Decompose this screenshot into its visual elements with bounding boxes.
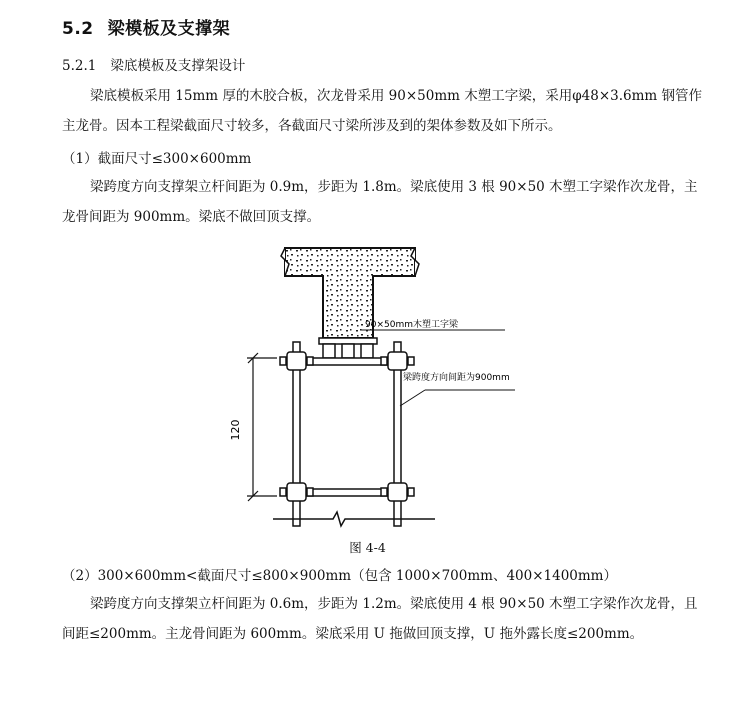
diagram-svg <box>215 238 515 528</box>
section-title: 梁模板及支撑架 <box>107 19 231 39</box>
secondary-joists <box>323 344 373 358</box>
section-number: 5.2 <box>62 19 94 39</box>
paragraph-case-2: 梁跨度方向支撑架立杆间距为 0.6m，步距为 1.2m。梁底使用 4 根 90×50 木塑工字梁作次龙骨，且间距≤200mm。主龙骨间距为 600mm。梁底采用 U 拖做回顶支撑，U 拖外露长度≤200mm。 <box>62 596 698 642</box>
support-frame-diagram <box>215 238 515 528</box>
paragraph-design: 梁底模板采用 15mm 厚的木胶合板，次龙骨采用 90×50mm 木塑工字梁，采用φ48×3.6mm 钢管作主龙骨。因本工程梁截面尺寸较多，各截面尺寸梁所涉及到的架体参数及如下所示。 <box>62 88 703 134</box>
joist-label: 90×50mm木塑工字梁 <box>365 320 458 330</box>
item-section-2: （2）300×600mm<截面尺寸≤800×900mm（包含 1000×700mm、400×1400mm） <box>62 568 617 584</box>
dimension-label: 120 <box>229 419 242 441</box>
figure-caption: 图 4-4 <box>349 540 386 555</box>
spacing-label: 梁跨度方向间距为900mm <box>403 373 510 383</box>
subsection-heading <box>62 54 245 74</box>
subsection-number: 5.2.1 <box>62 58 97 74</box>
section-heading <box>62 14 230 39</box>
item-section-1: （1）截面尺寸≤300×600mm <box>62 151 252 167</box>
paragraph-case-1: 梁跨度方向支撑架立杆间距为 0.9m，步距为 1.8m。梁底使用 3 根 90×50 木塑工字梁作次龙骨，主龙骨间距为 900mm。梁底不做回顶支撑。 <box>62 179 698 225</box>
subsection-title: 梁底模板及支撑架设计 <box>110 58 246 74</box>
